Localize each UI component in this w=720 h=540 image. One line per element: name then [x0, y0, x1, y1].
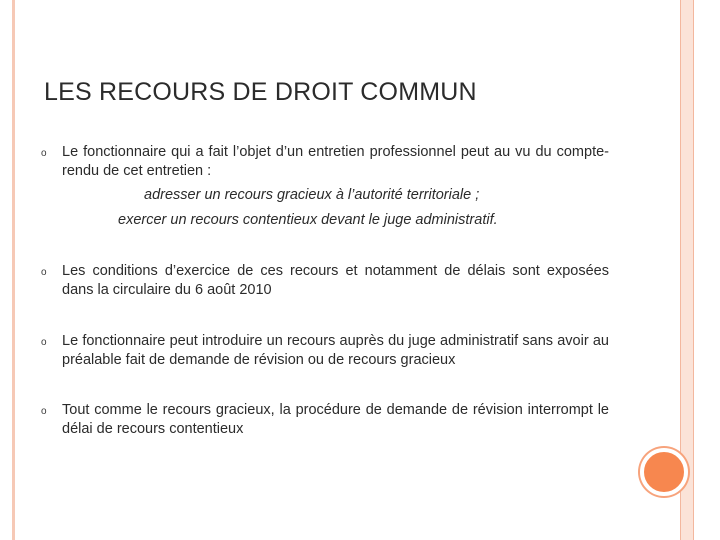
bullet-icon: o	[41, 148, 47, 159]
bullet-icon: o	[41, 337, 47, 348]
subitem-text-2: exercer un recours contentieux devant le juge administratif.	[118, 212, 498, 228]
bullet-text-4: Tout comme le recours gracieux, la procédure de demande de révision interrompt le délai de recours contentieux	[62, 402, 609, 437]
bullet-icon: o	[41, 267, 47, 278]
subitem-text-1: adresser un recours gracieux à l’autorité territoriale ;	[144, 187, 480, 203]
bullet-text-3: Le fonctionnaire peut introduire un recours auprès du juge administratif sans avoir au préalable fait de demande de révision ou de recours gracieux	[62, 333, 609, 368]
left-decorative-rule	[12, 0, 15, 540]
bullet-text-2: Les conditions d’exercice de ces recours et notamment de délais sont exposées dans la circulaire du 6 août 2010	[62, 263, 609, 298]
bullet-text-1: Le fonctionnaire qui a fait l’objet d’un entretien professionnel peut au vu du compte-rendu de cet entretien :	[62, 144, 609, 179]
slide-title: LES RECOURS DE DROIT COMMUN	[44, 78, 477, 106]
bullet-icon: o	[41, 406, 47, 417]
decorative-circle	[640, 448, 688, 496]
